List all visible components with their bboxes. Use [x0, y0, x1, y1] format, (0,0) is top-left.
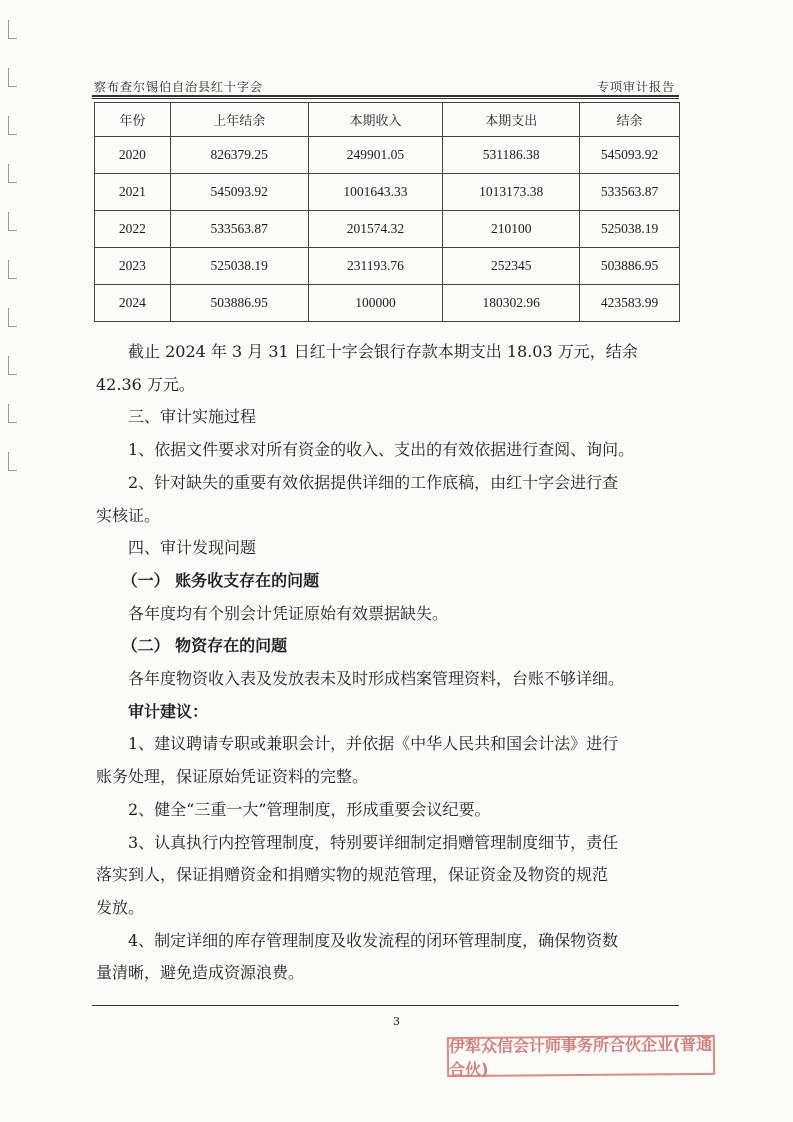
table-cell: 503886.95	[170, 285, 308, 322]
table-cell: 2020	[95, 137, 171, 174]
balance-table	[94, 102, 680, 322]
paragraph-line: 各年度均有个别会计凭证原始有效票据缺失。	[128, 603, 449, 623]
table-cell: 2022	[95, 211, 171, 248]
table-cell: 1001643.33	[308, 174, 443, 211]
table-header-row	[95, 103, 680, 137]
table-cell: 525038.19	[580, 211, 680, 248]
paragraph-line: 量清晰，避免造成资源浪费。	[96, 963, 305, 983]
paragraph-line: 截止 2024 年 3 月 31 日红十字会银行存款本期支出 18.03 万元，结余	[128, 342, 638, 361]
table-cell: 533563.87	[170, 211, 308, 248]
binding-marks	[8, 20, 20, 980]
table-cell: 2021	[95, 174, 171, 211]
list-item: 1、建议聘请专职或兼职会计，并依据《中华人民共和国会计法》进行	[128, 734, 619, 754]
firm-stamp: 伊犁众信会计师事务所合伙企业(普通合伙)	[447, 1035, 715, 1077]
table-cell: 180302.96	[443, 285, 580, 322]
table-cell: 100000	[308, 285, 443, 322]
table-cell: 545093.92	[170, 174, 308, 211]
subsection-heading: （一） 账务收支存在的问题	[121, 570, 320, 590]
table-row	[95, 285, 680, 322]
column-header: 上年结余	[170, 103, 308, 137]
column-header: 结余	[580, 103, 680, 137]
header-divider-thin	[92, 98, 679, 99]
table-cell: 2024	[95, 285, 171, 322]
table-cell: 531186.38	[443, 137, 580, 174]
table-cell: 231193.76	[308, 248, 443, 285]
column-header: 年份	[95, 103, 171, 137]
footer-divider	[92, 1005, 679, 1006]
table-cell: 252345	[443, 248, 580, 285]
paragraph-line: 各年度物资收入表及发放表未及时形成档案管理资料，台账不够详细。	[128, 669, 625, 689]
paragraph-line: 发放。	[96, 897, 145, 917]
report-body	[96, 336, 686, 990]
table-cell: 826379.25	[170, 137, 308, 174]
advice-heading: 审计建议：	[128, 701, 209, 721]
column-header: 本期支出	[443, 103, 580, 137]
header-divider	[92, 95, 679, 97]
table-cell: 525038.19	[170, 248, 308, 285]
table-cell: 2023	[95, 248, 171, 285]
list-item: 3、认真执行内控管理制度，特别要详细制定捐赠管理制度细节，责任	[128, 832, 619, 852]
header-org-name: 察布查尔锡伯自治县红十字会	[94, 80, 264, 94]
list-item: 1、依据文件要求对所有资金的收入、支出的有效依据进行查阅、询问。	[128, 440, 635, 460]
page-number: 3	[393, 1015, 400, 1028]
list-item: 2、健全“三重一大”管理制度，形成重要会议纪要。	[128, 799, 491, 819]
subsection-heading: （二） 物资存在的问题	[121, 636, 288, 656]
table-cell: 249901.05	[308, 137, 443, 174]
table-cell: 201574.32	[308, 211, 443, 248]
list-item: 2、针对缺失的重要有效依据提供详细的工作底稿，由红十字会进行查	[128, 472, 619, 492]
paragraph-line: 落实到人，保证捐赠资金和捐赠实物的规范管理，保证资金及物资的规范	[96, 865, 609, 885]
header-report-type: 专项审计报告	[596, 80, 675, 94]
table-row	[95, 211, 680, 248]
table-row	[95, 174, 680, 211]
table-cell: 1013173.38	[443, 174, 580, 211]
paragraph-line: 账务处理，保证原始凭证资料的完整。	[96, 767, 369, 787]
section-heading: 三、审计实施过程	[128, 407, 257, 427]
table-cell: 423583.99	[580, 285, 680, 322]
column-header: 本期收入	[308, 103, 443, 137]
list-item: 4、制定详细的库存管理制度及收发流程的闭环管理制度，确保物资数	[128, 930, 619, 950]
table-cell: 545093.92	[580, 137, 680, 174]
table-cell: 533563.87	[580, 174, 680, 211]
table-row	[95, 137, 680, 174]
table-cell: 503886.95	[580, 248, 680, 285]
table-row	[95, 248, 680, 285]
section-heading: 四、审计发现问题	[128, 538, 257, 558]
table-cell: 210100	[443, 211, 580, 248]
paragraph-line: 实核证。	[96, 505, 161, 525]
paragraph-line: 42.36 万元。	[96, 374, 195, 394]
